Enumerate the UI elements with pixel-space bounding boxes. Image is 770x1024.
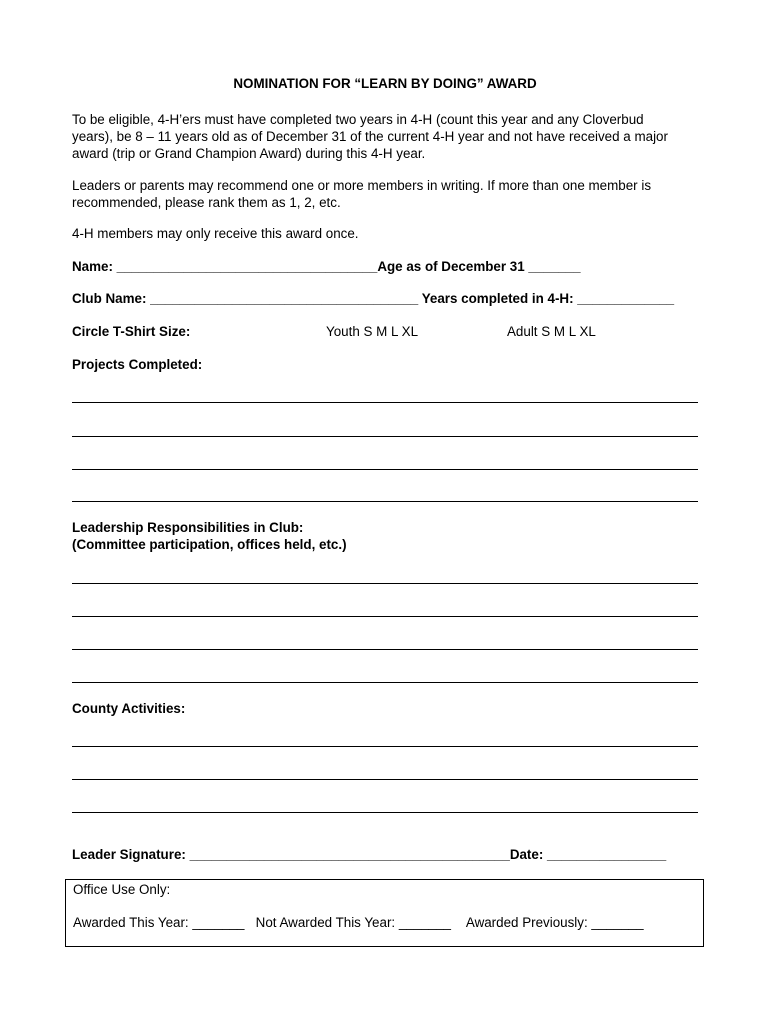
tshirt-youth-options[interactable]: Youth S M L XL bbox=[326, 324, 419, 339]
form-title: NOMINATION FOR “LEARN BY DOING” AWARD bbox=[233, 76, 537, 91]
date-field[interactable]: Date: ________________ bbox=[509, 847, 667, 862]
awarded-previously-field[interactable]: Awarded Previously: _______ bbox=[465, 915, 644, 930]
once-note: 4-H members may only receive this award once. bbox=[72, 226, 359, 241]
eligibility-line-2: years), be 8 – 11 years old as of December 31 of the current 4-H year and not have received a major bbox=[72, 129, 668, 144]
leadership-line[interactable] bbox=[72, 682, 698, 683]
name-field[interactable]: Name: ___________________________________ bbox=[72, 259, 378, 274]
not-awarded-this-year-field[interactable]: Not Awarded This Year: _______ bbox=[255, 915, 451, 930]
county-activities-line[interactable] bbox=[72, 812, 698, 813]
leadership-line[interactable] bbox=[72, 583, 698, 584]
leadership-line[interactable] bbox=[72, 649, 698, 650]
projects-line[interactable] bbox=[72, 469, 698, 470]
county-activities-line[interactable] bbox=[72, 779, 698, 780]
county-activities-label: County Activities: bbox=[72, 701, 186, 716]
age-field[interactable]: Age as of December 31 _______ bbox=[377, 259, 581, 274]
tshirt-size-label: Circle T-Shirt Size: bbox=[72, 324, 191, 339]
office-use-box bbox=[65, 879, 704, 947]
recommendation-paragraph bbox=[72, 177, 702, 211]
club-name-field[interactable]: Club Name: ____________________________________ bbox=[72, 291, 419, 306]
awarded-this-year-field[interactable]: Awarded This Year: _______ bbox=[73, 915, 245, 930]
recommendation-line-1: Leaders or parents may recommend one or more members in writing. If more than one member is bbox=[72, 178, 652, 193]
leader-signature-field[interactable]: Leader Signature: ___________________________________________ bbox=[72, 847, 510, 862]
club-years-row bbox=[72, 291, 702, 306]
leadership-label bbox=[72, 519, 347, 553]
projects-line[interactable] bbox=[72, 501, 698, 502]
projects-line[interactable] bbox=[72, 402, 698, 403]
years-completed-field[interactable]: Years completed in 4-H: _____________ bbox=[421, 291, 675, 306]
tshirt-adult-options[interactable]: Adult S M L XL bbox=[507, 324, 596, 339]
tshirt-row bbox=[72, 324, 702, 339]
projects-label: Projects Completed: bbox=[72, 357, 203, 372]
leadership-label-line-1: Leadership Responsibilities in Club: bbox=[72, 520, 304, 535]
eligibility-line-1: To be eligible, 4-H’ers must have completed two years in 4-H (count this year and any Cloverbud bbox=[72, 112, 644, 127]
county-activities-line[interactable] bbox=[72, 746, 698, 747]
eligibility-line-3: award (trip or Grand Champion Award) during this 4-H year. bbox=[72, 146, 426, 161]
projects-line[interactable] bbox=[72, 436, 698, 437]
office-use-heading: Office Use Only: bbox=[73, 882, 171, 897]
recommendation-line-2: recommended, please rank them as 1, 2, etc. bbox=[72, 195, 341, 210]
leadership-line[interactable] bbox=[72, 616, 698, 617]
signature-date-row bbox=[72, 847, 702, 862]
leadership-label-line-2: (Committee participation, offices held, etc.) bbox=[72, 537, 347, 552]
eligibility-paragraph bbox=[72, 111, 702, 162]
office-use-fields bbox=[73, 915, 644, 930]
name-age-row bbox=[72, 259, 702, 274]
